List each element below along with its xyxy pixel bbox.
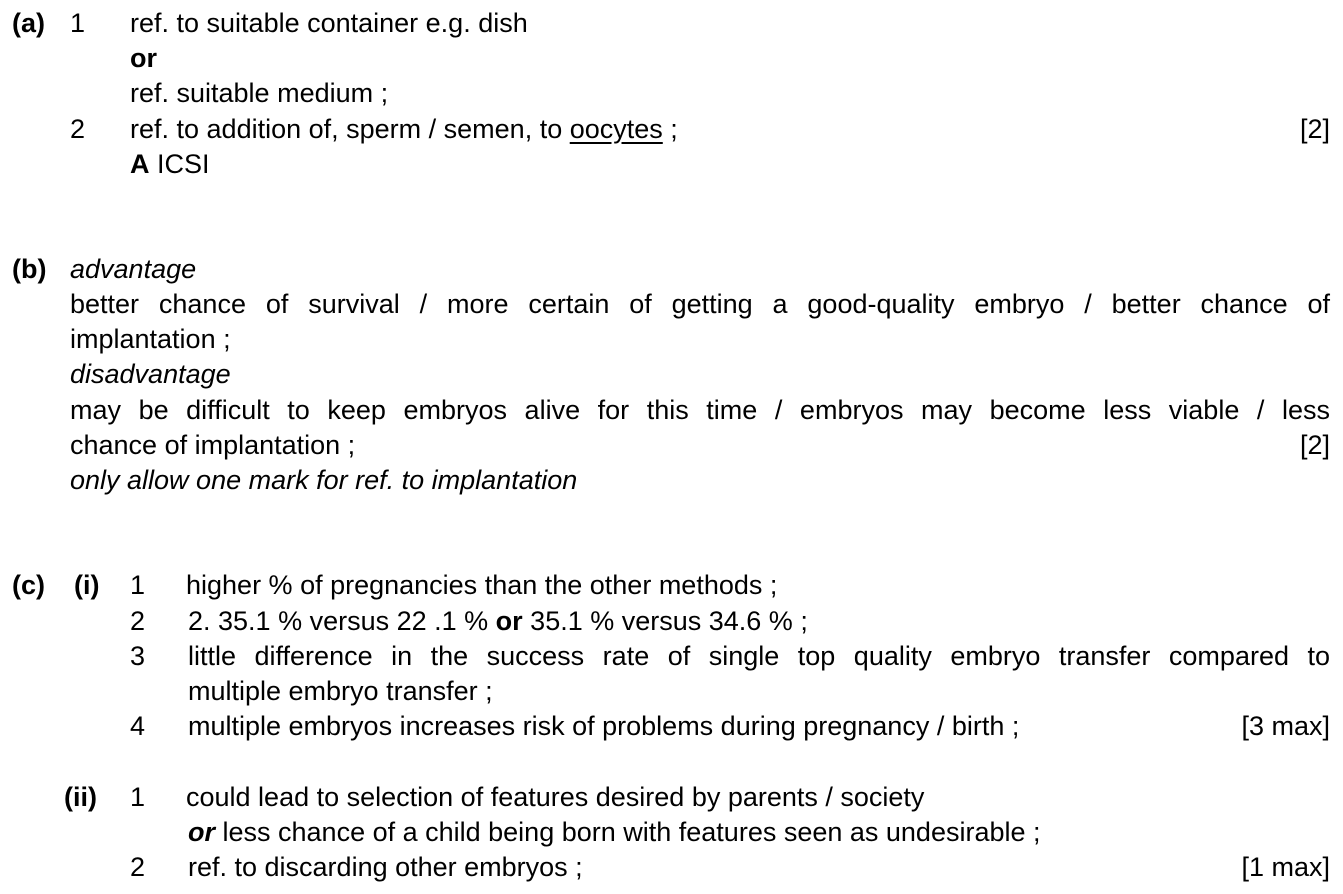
point-number: 1	[70, 8, 86, 38]
marks-allocation: [2]	[1299, 114, 1330, 144]
disadvantage-text: chance of implantation ;	[70, 430, 356, 460]
answer-text	[188, 606, 808, 636]
underlined-keyword: oocytes	[569, 114, 663, 144]
answer-text-end: ;	[662, 114, 678, 144]
point-number: 2	[130, 852, 146, 882]
point-number: 2	[70, 114, 86, 144]
or-connector: or	[130, 43, 157, 73]
answer-text-end: 35.1 % versus 34.6 % ;	[522, 606, 808, 636]
advantage-heading: advantage	[70, 254, 197, 284]
accept-prefix: A	[130, 149, 150, 179]
answer-text-start: ref. to addition of, sperm / semen, to	[130, 114, 570, 144]
marking-note: only allow one mark for ref. to implantation	[70, 465, 578, 495]
disadvantage-text: may be difficult to keep embryos alive for this time / embryos may become less viable / less	[70, 395, 1330, 425]
answer-text: higher % of pregnancies than the other methods ;	[186, 570, 778, 600]
answer-text	[188, 817, 1041, 847]
answer-text: ref. suitable medium ;	[130, 78, 389, 108]
marks-allocation: [3 max]	[1241, 711, 1330, 741]
answer-text: little difference in the success rate of single top quality embryo transfer compared to	[188, 641, 1330, 671]
answer-text-continued: less chance of a child being born with features seen as undesirable ;	[215, 817, 1041, 847]
point-number: 1	[130, 782, 146, 812]
answer-text: ref. to suitable container e.g. dish	[130, 8, 528, 38]
or-connector: or	[495, 606, 523, 636]
part-a-label: (a)	[12, 8, 45, 38]
point-number: 3	[130, 641, 146, 671]
answer-text: could lead to selection of features desired by parents / society	[186, 782, 925, 812]
sub-part-i-label: (i)	[74, 570, 100, 600]
answer-text: multiple embryos increases risk of problems during pregnancy / birth ;	[188, 711, 1020, 741]
sub-part-ii-label: (ii)	[64, 782, 97, 812]
marks-allocation: [2]	[1299, 430, 1330, 460]
advantage-text: better chance of survival / more certain of getting a good-quality embryo / better chance of	[70, 289, 1330, 319]
accept-text: ICSI	[149, 149, 210, 179]
answer-text-start: 2. 35.1 % versus 22 .1 %	[188, 606, 496, 636]
accept-note	[130, 149, 210, 179]
marks-allocation: [1 max]	[1241, 852, 1330, 882]
answer-text: multiple embryo transfer ;	[188, 676, 493, 706]
answer-text: ref. to discarding other embryos ;	[188, 852, 583, 882]
point-number: 2	[130, 606, 146, 636]
point-number: 1	[130, 570, 146, 600]
or-connector: or	[188, 817, 215, 847]
part-c-label: (c)	[12, 570, 45, 600]
point-number: 4	[130, 711, 146, 741]
answer-text	[130, 114, 678, 144]
advantage-text: implantation ;	[70, 324, 231, 354]
disadvantage-heading: disadvantage	[70, 359, 231, 389]
part-b-label: (b)	[12, 254, 47, 284]
